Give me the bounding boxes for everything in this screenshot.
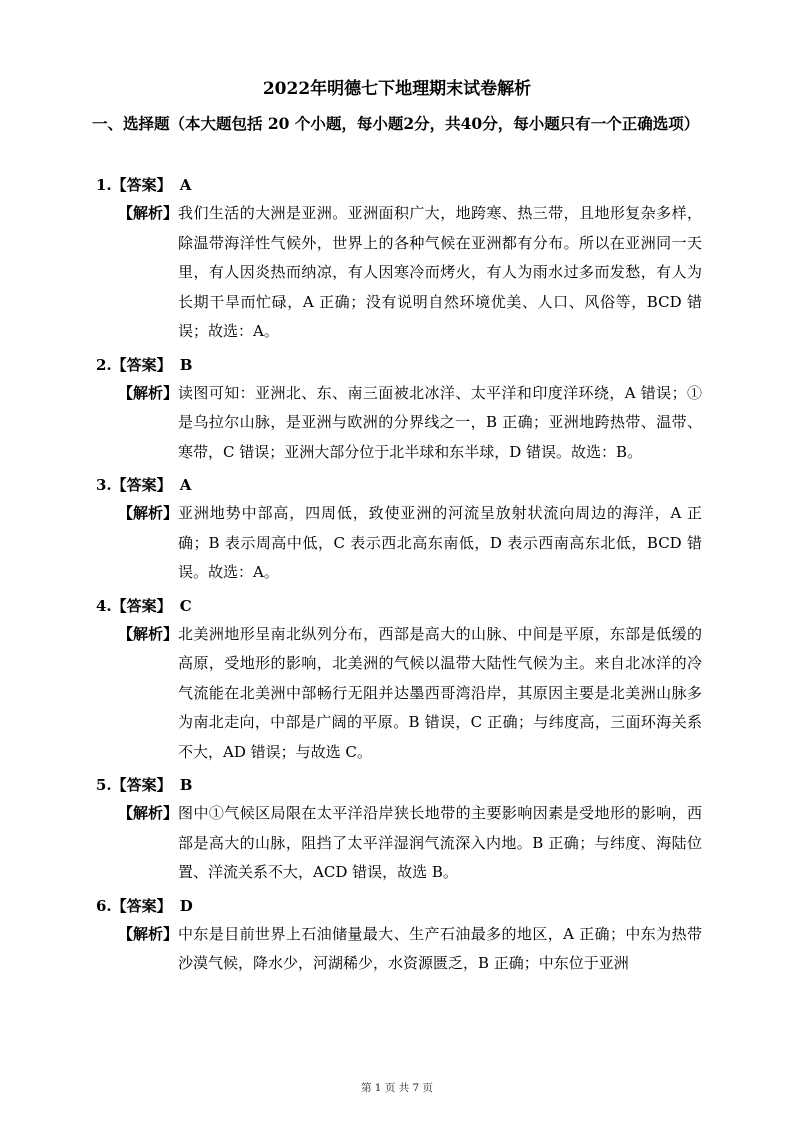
answer-label: 【答案】	[111, 176, 172, 194]
explanation-label: 【解析】	[118, 383, 179, 402]
explanation-label: 【解析】	[118, 204, 179, 222]
explanation-label: 【解析】	[118, 924, 179, 943]
document-title: 2022年明德七下地理期末试卷解析	[262, 79, 532, 99]
answer-line	[96, 771, 702, 799]
explanation-block	[118, 499, 702, 588]
explanation-text: 图中①气候区局限在太平洋沿岸狭长地带的主要影响因素是受地形的影响，西部是高大的山脉，阻挡了太平洋湿润气流深入内地。B 正确；与纬度、海陆位置、洋流关系不大，ACD 错误，故选 B。	[178, 804, 702, 881]
answer-line	[96, 471, 702, 499]
explanation-label: 【解析】	[118, 624, 179, 643]
question-number: 5.	[96, 776, 112, 794]
answer-value: B	[179, 776, 193, 794]
answer-line	[96, 171, 702, 199]
question-number: 2.	[96, 355, 112, 374]
answer-value: A	[179, 476, 192, 494]
question-item-6	[96, 892, 702, 979]
explanation-label: 【解析】	[118, 804, 179, 822]
page-footer: 第 1 页 共 7 页	[360, 1082, 434, 1094]
question-item-2	[96, 351, 702, 468]
explanation-block	[118, 799, 702, 888]
section-heading: 一、选择题（本大题包括 20 个小题，每小题2分，共40分，每小题只有一个正确选项）	[92, 114, 700, 133]
explanation-block	[118, 199, 702, 347]
question-number: 4.	[96, 596, 112, 615]
question-list	[96, 170, 702, 979]
question-item-3	[96, 471, 702, 588]
explanation-block	[118, 620, 702, 768]
answer-line	[96, 351, 702, 379]
answer-value: B	[179, 355, 193, 374]
answer-line	[96, 592, 702, 620]
explanation-text: 我们生活的大洲是亚洲。亚洲面积广大，地跨寒、热三带，且地形复杂多样，除温带海洋性气候外，世界上的各种气候在亚洲都有分布。所以在亚洲同一天里，有人因炎热而纳凉，有人因寒冷而烤火，有人为雨水过多而发愁，有人为长期干旱而忙碌，A 正确；没有说明自然环境优美、人口、风俗等，BCD 错误；故选：A。	[178, 204, 702, 340]
explanation-text: 中东是目前世界上石油储量最大、生产石油最多的地区，A 正确；中东为热带沙漠气候，降水少，河湖稀少，水资源匮乏，B 正确；中东位于亚洲	[178, 924, 702, 972]
explanation-text: 北美洲地形呈南北纵列分布，西部是高大的山脉、中间是平原，东部是低缓的高原，受地形的影响，北美洲的气候以温带大陆性气候为主。来自北冰洋的冷气流能在北美洲中部畅行无阻并达墨西哥湾沿岸，其原因主要是北美洲山脉多为南北走向，中部是广阔的平原。B 错误，C 正确；与纬度高，三面环海关系不大，AD 错误；与故选 C。	[178, 624, 702, 761]
answer-line	[96, 892, 702, 920]
answer-label: 【答案】	[111, 596, 172, 615]
explanation-text: 读图可知：亚洲北、东、南三面被北冰洋、太平洋和印度洋环绕，A 错误；①是乌拉尔山脉，是亚洲与欧洲的分界线之一，B 正确；亚洲地跨热带、温带、寒带，C 错误；亚洲大部分位于北半球和东半球，D 错误。故选：B。	[178, 383, 702, 461]
question-number: 3.	[96, 476, 112, 494]
answer-label: 【答案】	[111, 776, 172, 794]
question-number: 6.	[96, 896, 112, 915]
answer-value: A	[179, 176, 192, 194]
explanation-block	[118, 920, 702, 979]
explanation-block	[118, 379, 702, 468]
answer-value: D	[179, 896, 193, 915]
answer-label: 【答案】	[111, 476, 172, 494]
question-item-4	[96, 592, 702, 768]
answer-value: C	[179, 596, 192, 615]
answer-label: 【答案】	[111, 896, 172, 915]
explanation-label: 【解析】	[118, 504, 179, 522]
question-item-5	[96, 771, 702, 888]
question-item-1	[96, 171, 702, 347]
question-number: 1.	[96, 176, 112, 194]
explanation-text: 亚洲地势中部高，四周低，致使亚洲的河流呈放射状流向周边的海洋，A 正确；B 表示周高中低，C 表示西北高东南低，D 表示西南高东北低，BCD 错误。故选：A。	[178, 504, 702, 581]
answer-label: 【答案】	[111, 355, 172, 374]
